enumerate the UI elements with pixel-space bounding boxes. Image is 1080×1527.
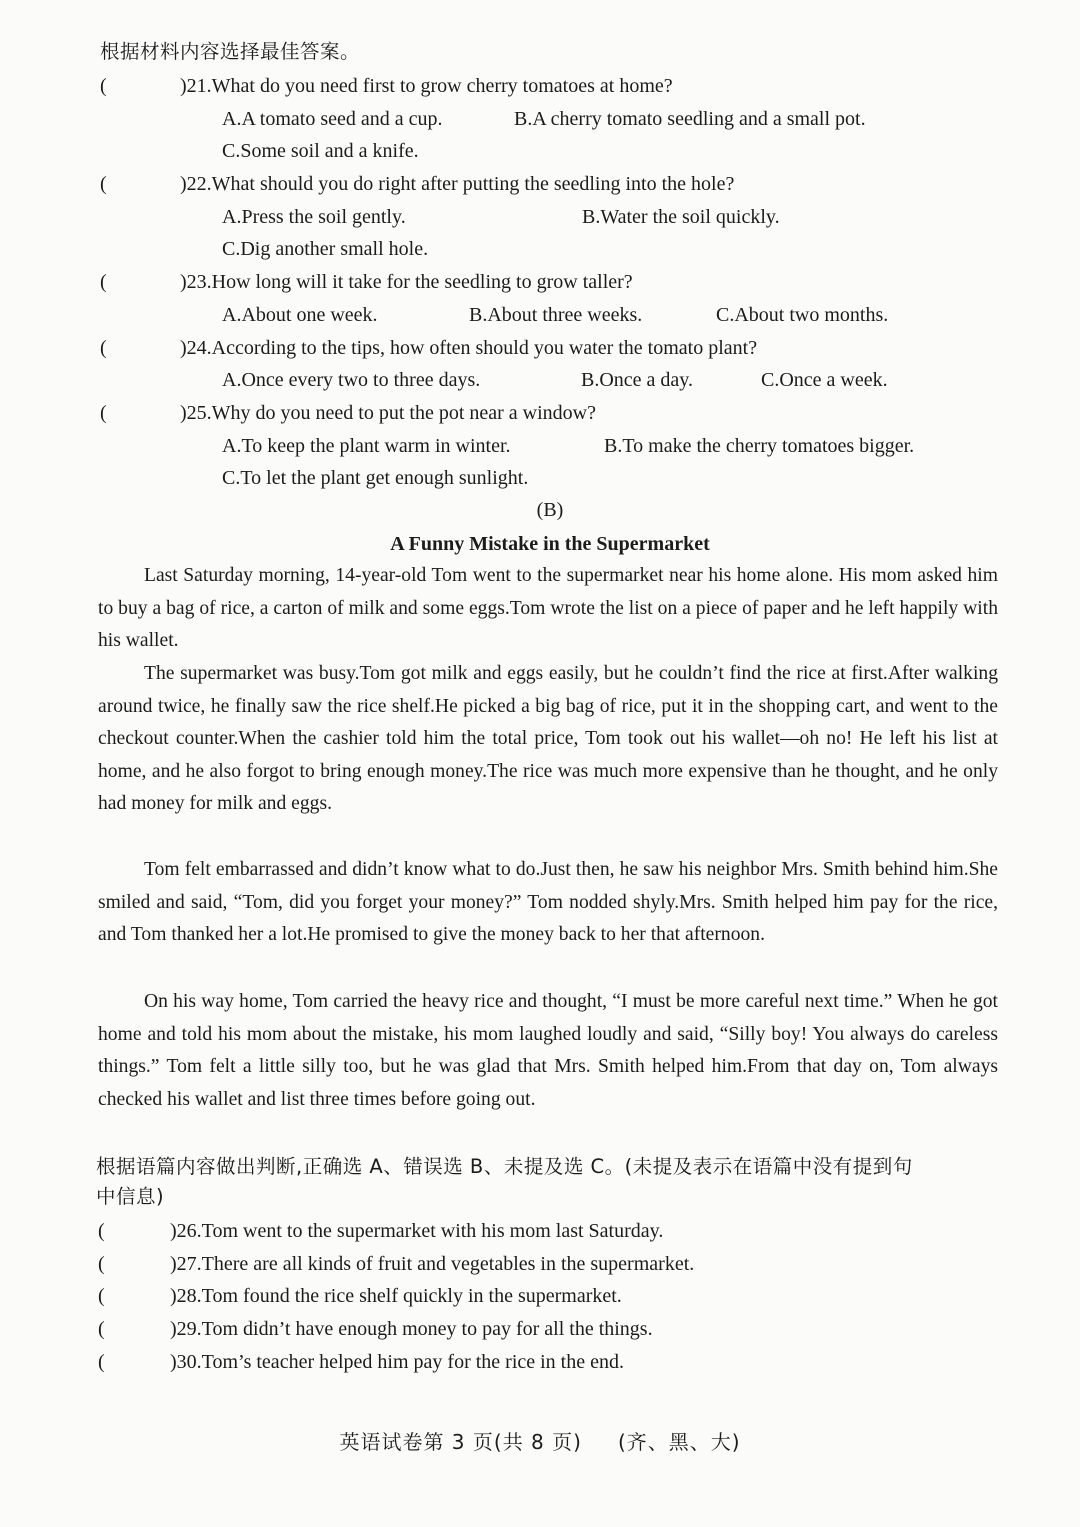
question-27 [98,1252,694,1276]
option-25-a: A.To keep the plant warm in winter. [222,435,511,457]
question-text: )30.Tom’s teacher helped him pay for the rice in the end. [170,1351,624,1373]
question-24 [100,336,757,360]
question-22 [100,172,734,196]
option-21-b: B.A cherry tomato seedling and a small pot. [514,108,866,130]
option-22-c: C.Dig another small hole. [222,238,429,260]
answer-blank: ( [98,1351,105,1373]
question-text: )21.What do you need first to grow cherry tomatoes at home? [180,75,673,97]
answer-blank: ( [98,1253,105,1275]
option-24-b: B.Once a day. [581,369,693,391]
question-text: )27.There are all kinds of fruit and vegetables in the supermarket. [170,1253,695,1275]
answer-blank: ( [100,337,107,359]
option-21-a: A.A tomato seed and a cup. [222,108,443,130]
section-label: (B) [536,499,564,521]
question-29 [98,1317,653,1341]
question-28 [98,1284,622,1308]
option-23-a: A.About one week. [222,304,378,326]
question-text: )24.According to the tips, how often should you water the tomato plant? [180,337,758,359]
option-23-c: C.About two months. [716,304,889,326]
passage-paragraph-3: Tom felt embarrassed and didn’t know what to do.Just then, he saw his neighbor Mrs. Smith behind him.She smiled and said, “Tom, did you forget your money?” Tom nodded shyly.Mrs. Smith helped him pay for the rice, and Tom thanked her a lot.He promised to give the money back to her that afternoon. [98,859,998,946]
question-text: )26.Tom went to the supermarket with his mom last Saturday. [170,1220,664,1242]
answer-blank: ( [98,1318,105,1340]
answer-blank: ( [100,402,107,424]
question-26 [98,1219,663,1243]
option-22-a: A.Press the soil gently. [222,206,406,228]
option-21-c: C.Some soil and a knife. [222,140,419,162]
option-25-b: B.To make the cherry tomatoes bigger. [604,435,915,457]
question-text: )29.Tom didn’t have enough money to pay for all the things. [170,1318,653,1340]
question-text: )25.Why do you need to put the pot near a window? [180,402,597,424]
part-b-instruction-line-2: 中信息) [96,1185,165,1208]
option-24-c: C.Once a week. [761,369,888,391]
passage-paragraph-4: On his way home, Tom carried the heavy rice and thought, “I must be more careful next time.” When he got home and told his mom about the mistake, his mom laughed loudly and said, “Silly boy! You always do careless things.” Tom felt a little silly too, but he was glad that Mrs. Smith helped him.From that day on, Tom always checked his wallet and list three times before going out. [98,991,998,1110]
question-30 [98,1350,624,1374]
answer-blank: ( [100,173,107,195]
question-25 [100,401,596,425]
option-23-b: B.About three weeks. [469,304,643,326]
option-22-b: B.Water the soil quickly. [582,206,780,228]
question-text: )28.Tom found the rice shelf quickly in the supermarket. [170,1285,622,1307]
question-21 [100,74,673,98]
part-b-instruction-line-1: 根据语篇内容做出判断,正确选 A、错误选 B、未提及选 C。(未提及表示在语篇中没有提到句 [96,1155,913,1178]
part-a-instruction: 根据材料内容选择最佳答案。 [100,40,361,63]
answer-blank: ( [100,271,107,293]
question-23 [100,270,633,294]
answer-blank: ( [98,1285,105,1307]
passage-paragraph-1: Last Saturday morning, 14-year-old Tom went to the supermarket near his home alone. His mom asked him to buy a bag of rice, a carton of milk and some eggs.Tom wrote the list on a piece of paper and he left happily with his wallet. [98,565,998,652]
answer-blank: ( [100,75,107,97]
option-24-a: A.Once every two to three days. [222,369,481,391]
option-25-c: C.To let the plant get enough sunlight. [222,467,529,489]
footer-region: (齐、黑、大) [617,1430,741,1454]
answer-blank: ( [98,1220,105,1242]
footer-page-info: 英语试卷第 3 页(共 8 页) [339,1430,582,1454]
page-footer [0,1430,1080,1454]
question-text: )22.What should you do right after putting the seedling into the hole? [180,173,735,195]
passage-title: A Funny Mistake in the Supermarket [390,533,710,555]
passage-paragraph-2: The supermarket was busy.Tom got milk and eggs easily, but he couldn’t find the rice at first.After walking around twice, he finally saw the rice shelf.He picked a big bag of rice, put it in the shopping cart, and went to the checkout counter.When the cashier told him the total price, Tom took out his wallet—oh no! He left his list at home, and he also forgot to bring enough money.The rice was much more expensive than he thought, and he only had money for milk and eggs. [98,663,998,815]
question-text: )23.How long will it take for the seedling to grow taller? [180,271,633,293]
